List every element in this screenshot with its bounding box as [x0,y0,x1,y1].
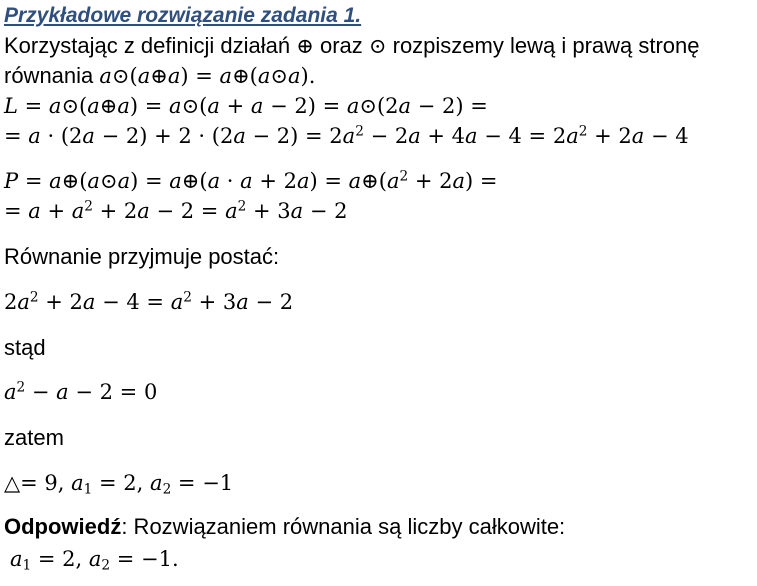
answer-label: Odpowiedź [4,514,122,539]
main-equation: a⊙(a⊕a) = a⊕(a⊙a). [99,64,316,88]
word-zatem: zatem [4,425,64,450]
intro-text-d: równania [4,63,100,88]
intro-text-a: Korzystając z definicji działań [4,33,297,58]
oplus-symbol: ⊕ [296,34,314,58]
answer-line [4,513,565,541]
odot-symbol: ⊙ [368,34,387,58]
equation-1: $2a^2 + 2a - 4 = a^2 + 3a - 2$ [4,289,294,314]
equation-intro: Równanie przyjmuje postać: [4,244,280,269]
intro-line-2 [4,62,315,90]
intro-text-b: oraz [313,33,369,58]
answer-values: $a_1 = 2$, $a_2 = -1$. [10,547,179,574]
intro-text-c: rozpiszemy lewą i prawą stronę [386,33,700,58]
right-side-line-2: = $a + a^2 + 2a - 2 = a^2 + 3a - 2$ [4,198,348,223]
left-side-line-1: L = a⊙(a⊕a) = a⊙(a + a − 2) = a⊙(2a − 2) = [4,94,488,118]
right-side-line-1: P = a⊕(a⊙a) = a⊕(a · $a + 2a) = a\oplus(a^2 + 2a)$ = [4,168,498,193]
intro-line-1 [4,32,700,60]
answer-text: : Rozwiązaniem równania są liczby całkowite: [121,514,566,539]
equation-3: △= 9, $a_1 = 2$, $a_2 = -1$ [4,471,234,498]
solution-heading: Przykładowe rozwiązanie zadania 1. [4,4,362,27]
left-side-line-2: = $a \cdot (2a - 2) + 2 \cdot (2a - 2) = 2a^2 - 2a + 4a - 4 = 2a^2 + 2a - 4$ [4,123,689,148]
equation-2: $a^2 - a - 2 = 0$ [4,379,158,404]
word-stad: stąd [4,335,46,360]
